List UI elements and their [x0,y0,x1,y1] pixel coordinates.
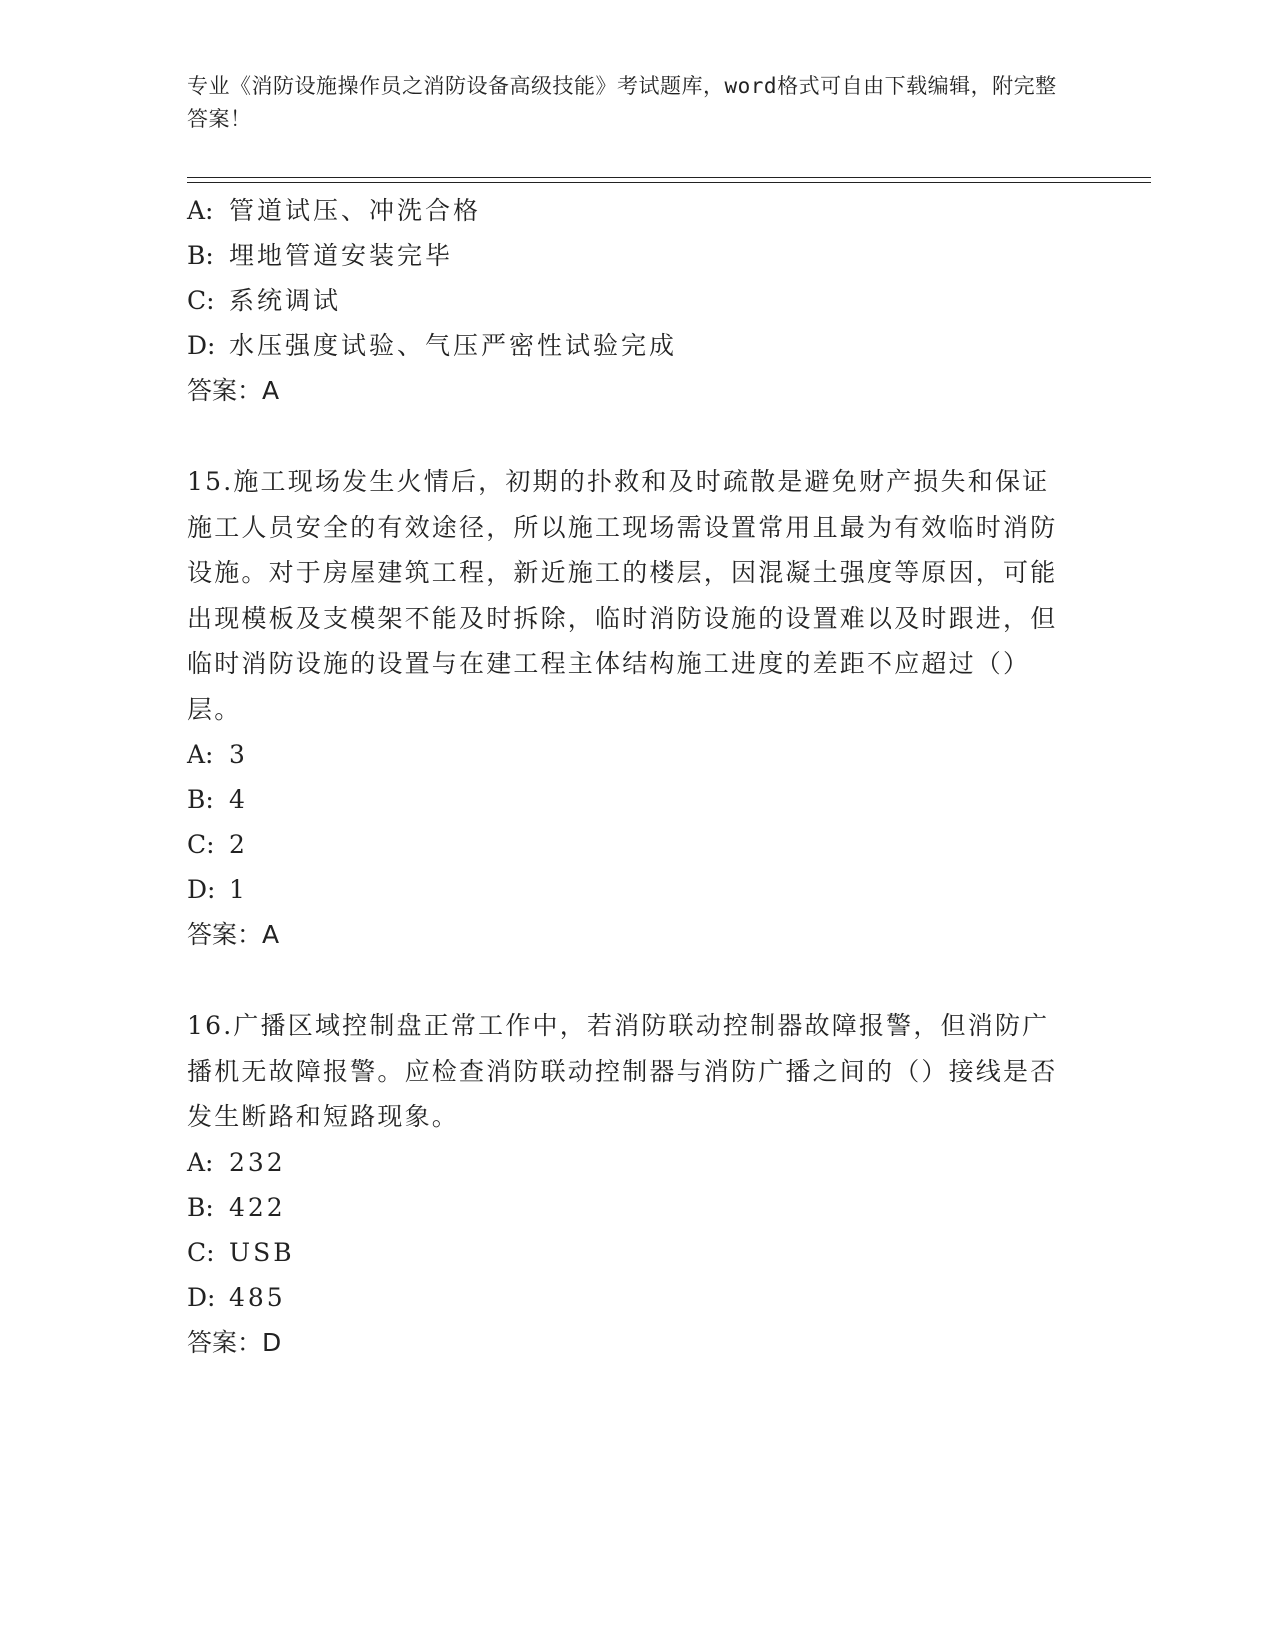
option-text: 232 [229,1147,286,1177]
option-letter: C: [187,1237,215,1267]
question-text: 16.广播区域控制盘正常工作中，若消防联动控制器故障报警，但消防广播机无故障报警。应检查消防联动控制器与消防广播之间的（）接线是否发生断路和短路现象。 [187,1011,1058,1131]
option-c [187,822,1067,867]
document-header: 专业《消防设施操作员之消防设备高级技能》考试题库，word格式可自由下载编辑，附完整答案！ [187,74,1057,131]
option-text: 3 [229,740,248,769]
option-text: 1 [229,875,248,904]
question-content [187,188,1067,1365]
option-letter: D: [187,1282,216,1312]
option-text: 4 [229,785,248,814]
option-b [187,233,1067,278]
option-letter: D: [187,875,216,904]
option-text: 埋地管道安装完毕 [229,241,454,270]
question-14 [187,188,1067,413]
header-divider-bottom [187,182,1151,183]
option-letter: A: [187,196,214,225]
option-letter: A: [187,1147,214,1177]
question-text: 15.施工现场发生火情后，初期的扑救和及时疏散是避免财产损失和保证施工人员安全的有效途径，所以施工现场需设置常用且最为有效临时消防设施。对于房屋建筑工程，新近施工的楼层，因混凝土强度等原因，可能出现模板及支模架不能及时拆除，临时消防设施的设置难以及时跟进，但临时消防设施的设置与在建工程主体结构施工进度的差距不应超过（）层。 [187,467,1058,724]
option-letter: C: [187,286,215,315]
header-divider-top [187,177,1151,178]
answer-line: 答案：D [187,1327,282,1357]
spacer [187,957,1067,1003]
option-letter: B: [187,1192,214,1222]
option-letter: D: [187,331,216,360]
option-a [187,188,1067,233]
option-d [187,1275,1067,1320]
option-letter: B: [187,785,214,814]
option-letter: A: [187,740,214,769]
option-text: 系统调试 [229,286,342,315]
option-a [187,1140,1067,1185]
option-c [187,1230,1067,1275]
option-letter: C: [187,830,215,859]
answer-line: 答案：A [187,920,280,949]
option-text: 2 [229,830,248,859]
option-text: 管道试压、冲洗合格 [229,196,482,225]
question-15 [187,459,1067,957]
spacer [187,413,1067,459]
option-c [187,278,1067,323]
option-letter: B: [187,241,214,270]
option-text: USB [229,1237,295,1267]
answer-line: 答案：A [187,376,280,405]
option-b [187,1185,1067,1230]
option-text: 422 [229,1192,286,1222]
option-b [187,777,1067,822]
option-d [187,323,1067,368]
option-d [187,867,1067,912]
option-a [187,732,1067,777]
option-text: 水压强度试验、气压严密性试验完成 [229,331,678,360]
question-16 [187,1003,1067,1365]
option-text: 485 [229,1282,286,1312]
